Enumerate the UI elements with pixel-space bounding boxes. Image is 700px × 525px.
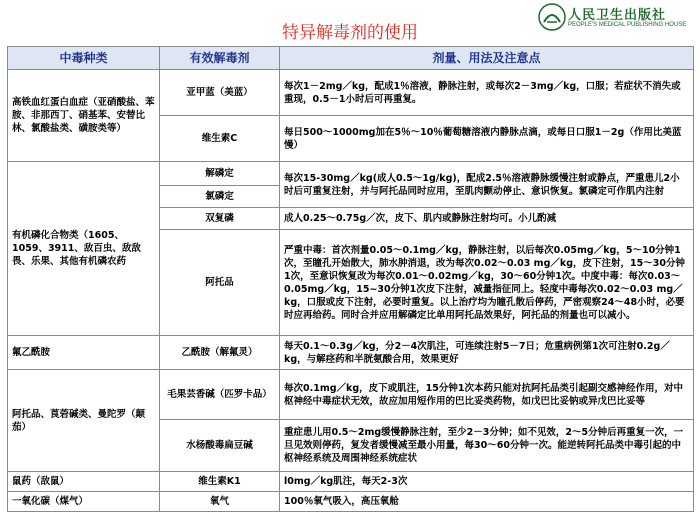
- antidote-cell: 维生素C: [160, 116, 280, 162]
- poison-cell: 鼠药（敌鼠）: [8, 472, 160, 492]
- usage-cell: 每次15-30mg／kg(成人0.5～1g/kg)，配成2.5％溶液静脉缓慢注射或静点，严重患儿2小时后可重复注射，并与阿托品同时应用，至肌肉颤动停止、意识恢复。氯磷定可作肌内注射: [280, 162, 694, 208]
- publisher-name-en: PEOPLE'S MEDICAL PUBLISHING HOUSE: [568, 22, 687, 28]
- header-poison: 中毒种类: [8, 47, 160, 70]
- poison-cell: 阿托品、莨菪碱类、曼陀罗（颠茄）: [8, 370, 160, 472]
- antidote-cell: 解磷定: [160, 162, 280, 186]
- usage-cell: 成人0.25～0.75g／次，皮下、肌内或静脉注射均可。小儿酌减: [280, 208, 694, 230]
- table-row: [8, 472, 694, 492]
- usage-cell: 严重中毒：首次剂量0.05～0.1mg／kg，静脉注射，以后每次0.05mg／kg，5～10分钟1次，至瞳孔开始散大，肺水肿消退，改为每次0.02～0.03 mg／kg，皮下注射，15～30分钟1次，至意识恢复改为每次0.01～0.02mg／kg，30～60分钟1次。中度中毒：每次0.03～0.05mg／kg，15~30分钟1次皮下注射，减量指征同上。轻度中毒每次0.02～0.03 mg／kg，口服或皮下注射，必要时重复。以上治疗均为瞳孔散后停药，严密观察24～48小时，必要时应再给药。同时合并应用解磷定比单用阿托品效果好，阿托品的剂量也可以减小。: [280, 230, 694, 336]
- poison-cell: 氟乙酰胺: [8, 336, 160, 370]
- antidote-cell: 氯磷定: [160, 186, 280, 208]
- antidote-cell: 阿托品: [160, 230, 280, 336]
- poison-cell: 有机磷化合物类（1605、1059、3911、敌百虫、敌敌畏、乐果、其他有机磷农药: [8, 162, 160, 336]
- usage-cell: 每次0.1mg／kg，皮下或肌注，15分钟1次本药只能对抗阿托品类引起副交感神经作用，对中枢神经中毒症状无效，故应加用短作用的巴比妥类药物，如戊巴比妥钠或异戊巴比妥等: [280, 370, 694, 420]
- usage-cell: 重症患儿用0.5～2mg缓慢静脉注射，至少2－3分钟；如不见效，2～5分钟后再重复一次，一旦见效则停药，复发者缓慢减至最小用量，每30～60分钟一次。能逆转阿托品类中毒引起的中枢神经系统及周围神经系统症状: [280, 420, 694, 472]
- publisher-brand: [538, 2, 698, 34]
- header-antidote: 有效解毒剂: [160, 47, 280, 70]
- publisher-name-cn: 人民卫生出版社: [568, 8, 667, 23]
- table-row: [8, 336, 694, 370]
- slide-title: 特异解毒剂的使用: [282, 23, 418, 43]
- usage-cell: 每日500～1000mg加在5％～10％葡萄糖溶液内静脉点滴，或每日口服1－2g（作用比美蓝慢）: [280, 116, 694, 162]
- table-row: [8, 370, 694, 420]
- antidote-cell: 毛果芸香碱（匹罗卡品）: [160, 370, 280, 420]
- antidote-cell: 双复磷: [160, 208, 280, 230]
- antidote-cell: 亚甲蓝（美蓝）: [160, 70, 280, 116]
- usage-cell: l0mg／kg肌注，每天2-3次: [280, 472, 694, 492]
- antidote-cell: 氧气: [160, 492, 280, 512]
- antidote-cell: 维生素K1: [160, 472, 280, 492]
- usage-cell: 每次1－2mg／kg，配成1％溶液，静脉注射，或每次2－3mg／kg，口服；若症状不消失或重现，0.5－1小时后可再重复。: [280, 70, 694, 116]
- antidote-table: [7, 46, 694, 512]
- poison-cell: 一氧化碳（煤气）: [8, 492, 160, 512]
- usage-cell: 100％氧气吸入，高压氧舱: [280, 492, 694, 512]
- header-usage: 剂量、用法及注意点: [280, 47, 694, 70]
- table-row: [8, 70, 694, 116]
- publisher-logo-icon: [538, 3, 566, 31]
- antidote-cell: 乙酰胺（解氟灵）: [160, 336, 280, 370]
- antidote-cell: 水杨酸毒扁豆碱: [160, 420, 280, 472]
- usage-cell: 每天0.1～0.3g／kg，分2－4次肌注，可连续注射5－7日；危重病例第1次可注射0.2g／kg，与解痉药和半胱氨酸合用，效果更好: [280, 336, 694, 370]
- table-row: [8, 162, 694, 186]
- table-row: [8, 492, 694, 512]
- table-header-row: [8, 47, 694, 70]
- poison-cell: 高铁血红蛋白血症（亚硝酸盐、苯胺、非那西丁、硝基苯、安替比林、氯酸盐类、磺胺类等）: [8, 70, 160, 162]
